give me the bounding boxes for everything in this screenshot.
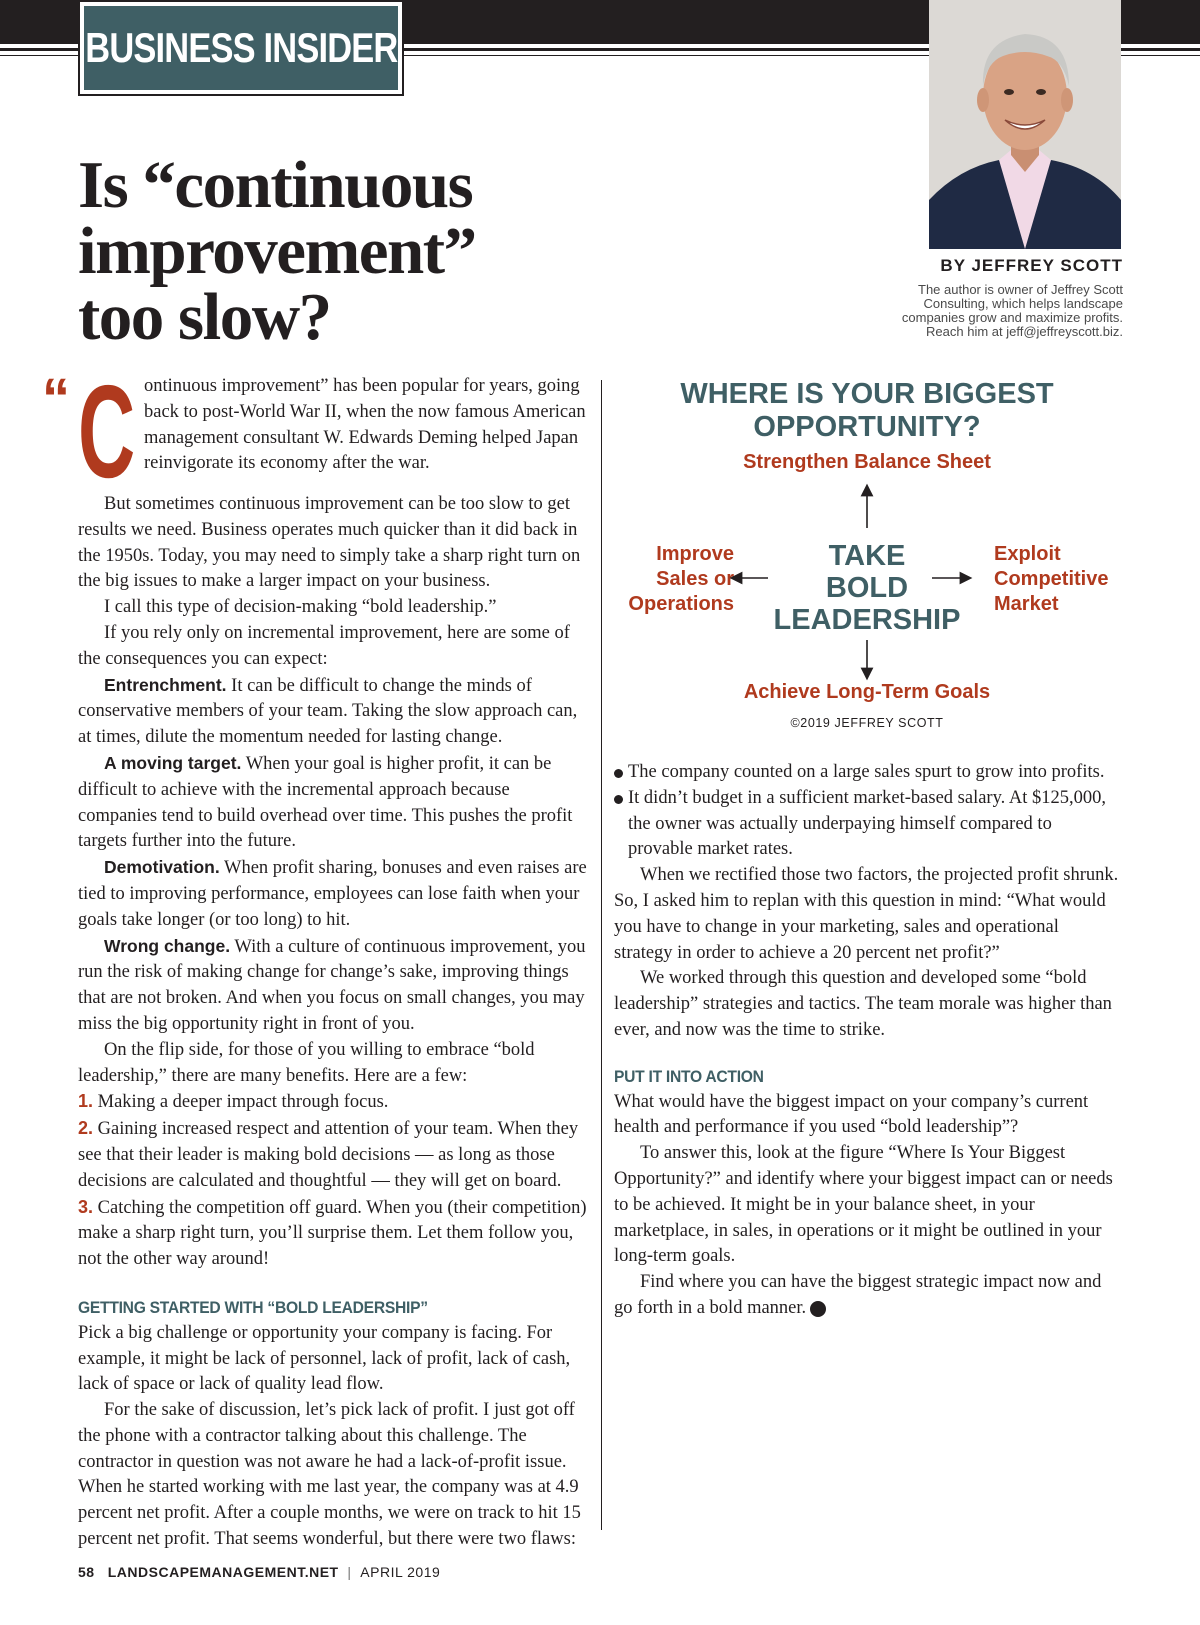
benefit-item <box>78 1116 588 1194</box>
author-byline: BY JEFFREY SCOTT <box>940 256 1123 275</box>
figure-label-line: Improve <box>656 543 734 565</box>
benefit-number: 2. <box>78 1118 94 1139</box>
figure-label-line: Sales or <box>656 568 734 590</box>
benefit-item <box>78 1089 588 1116</box>
figure-center-line: BOLD <box>825 572 909 604</box>
intro-text: ontinuous improvement” has been popular for years, going back to post-World War II, when the now famous American management consultant W. Edwards Deming helped Japan reinvigorate its economy after the war. <box>144 376 586 474</box>
consequence-label: Demotivation. <box>104 857 220 878</box>
flaw-item <box>614 786 1120 863</box>
benefit-item <box>78 1195 588 1273</box>
consequence-text: When profit sharing, bonuses and even raises are tied to improving performance, employees can lose faith when your goals take longer (or too long) to hit. <box>78 858 587 930</box>
paragraph: For the sake of discussion, let’s pick lack of profit. I just got off the phone with a contractor talking about this challenge. The contractor in question was not aware he had a lack-of-profit issue. When he started working with me last year, the company was at 4.9 percent net profit. After a couple months, we were on track to hit 15 percent net profit. That seems wonderful, but there were two flaws: <box>78 1400 581 1550</box>
consequence-demotivation <box>78 855 588 933</box>
figure-label-top: Strengthen Balance Sheet <box>743 451 991 473</box>
page-number: 58 <box>78 1564 95 1580</box>
author-photo <box>929 0 1121 249</box>
figure-center-line: TAKE <box>828 540 906 572</box>
consequence-text: It can be difficult to change the minds of conservative members of your team. Taking the slow approach can, at times, dilute the momentum needed for lasting change. <box>78 675 578 748</box>
author-bio-line: The author is owner of Jeffrey Scott <box>918 282 1123 297</box>
consequence-text: With a culture of continuous improvement, you run the risk of making change for change’s sake, improving things that are not broken. And when you focus on small changes, you may miss the big opportunity right in front of you. <box>78 936 586 1034</box>
author-bio-line: Consulting, which helps landscape <box>923 296 1123 311</box>
author-portrait <box>929 0 1121 249</box>
author-bio-line: Reach him at jeff@jeffreyscott.biz. <box>926 324 1123 339</box>
subhead-getting-started: GETTING STARTED WITH “BOLD LEADERSHIP” <box>78 1297 428 1317</box>
consequence-wrong-change <box>78 934 588 1038</box>
figure-label-line: Operations <box>628 593 734 615</box>
subhead-put-into-action: PUT IT INTO ACTION <box>614 1066 764 1086</box>
article-right-column <box>614 760 1120 1322</box>
consequence-label: Entrenchment. <box>104 674 227 695</box>
article-headline <box>78 148 598 354</box>
figure-label-bottom: Achieve Long-Term Goals <box>743 681 991 703</box>
benefit-number: 3. <box>78 1196 94 1217</box>
drop-cap <box>42 358 140 505</box>
paragraph: Pick a big challenge or opportunity your company is facing. For example, it might be lack of personnel, lack of profit, lack of cash, lack of space or lack of quality lead flow. <box>78 1322 571 1395</box>
flaw-item <box>614 760 1120 786</box>
article-left-column <box>42 358 588 1553</box>
flaw-text: It didn’t budget in a sufficient market-based salary. At $125,000, the owner was actually underpaying himself compared to provable market rates. <box>628 787 1106 860</box>
paragraph: What would have the biggest impact on your company’s current health and performance if you used “bold leadership”? <box>614 1091 1089 1138</box>
consequence-moving-target <box>78 751 588 855</box>
headline-line: Is “continuous <box>78 148 473 222</box>
figure-label-line: Market <box>994 593 1059 615</box>
paragraph: If you rely only on incremental improvement, here are some of the consequences you can expect: <box>78 622 570 669</box>
figure-label-line: Exploit <box>994 543 1061 565</box>
paragraph: When we rectified those two factors, the projected profit shrunk. So, I asked him to replan with this question in mind: “What would you have to change in your marketing, sales and operational strategy in order to achieve a 20 percent net profit?” <box>614 865 1119 963</box>
author-bio-line: companies grow and maximize profits. <box>901 310 1123 325</box>
benefit-text: Gaining increased respect and attention of your team. When they see that their leader is making bold decisions — as long as those decisions are calculated and thoughtful — they will get on board. <box>78 1119 579 1191</box>
paragraph: But sometimes continuous improvement can be too slow to get results we need. Business operates much quicker than it did back in the 1950s. Today, you may need to simply take a sharp right turn on the big issues to make a larger impact on your business. <box>78 494 581 592</box>
page-footer <box>78 1564 440 1580</box>
opportunity-figure <box>614 378 1120 738</box>
footer-issue: APRIL 2019 <box>360 1564 441 1580</box>
column-divider <box>601 380 602 1530</box>
section-logo-text: BUSINESS INSIDER <box>84 24 398 71</box>
benefit-text: Catching the competition off guard. When you (their competition) make a sharp right turn, you’ll surprise them. Let them follow you, not the other way around! <box>78 1197 587 1270</box>
footer-separator: | <box>347 1564 352 1580</box>
paragraph: On the flip side, for those of you willing to embrace “bold leadership,” there are many benefits. Here are a few: <box>78 1039 535 1086</box>
intro-paragraph <box>42 358 588 505</box>
benefit-text: Making a deeper impact through focus. <box>93 1092 389 1113</box>
figure-label-line: Competitive <box>994 568 1109 590</box>
consequence-text: When your goal is higher profit, it can be difficult to achieve with the incremental approach because companies tend to build overhead over time. This pushes the profit targets further into the future. <box>78 753 573 852</box>
consequence-label: Wrong change. <box>104 935 231 956</box>
closing-paragraph <box>614 1270 1120 1322</box>
headline-line: too slow? <box>78 280 331 354</box>
flaw-text: The company counted on a large sales spurt to grow into profits. <box>628 762 1105 782</box>
section-logo <box>78 0 404 96</box>
end-mark-icon: LM <box>810 1301 826 1317</box>
figure-copyright: ©2019 JEFFREY SCOTT <box>790 716 944 730</box>
figure-title-line: WHERE IS YOUR BIGGEST <box>680 378 1054 410</box>
closing-text: Find where you can have the biggest strategic impact now and go forth in a bold manner. <box>614 1272 1102 1318</box>
consequence-label: A moving target. <box>104 752 242 773</box>
open-quote-icon: “ <box>42 366 70 429</box>
paragraph: We worked through this question and developed some “bold leadership” strategies and tactics. The team morale was higher than ever, and now was the time to strike. <box>614 968 1112 1040</box>
headline-line: improvement” <box>78 214 476 288</box>
benefit-number: 1. <box>78 1091 94 1112</box>
consequence-entrenchment <box>78 673 588 751</box>
paragraph: I call this type of decision-making “bold leadership.” <box>104 597 497 618</box>
footer-site: LANDSCAPEMANAGEMENT.NET <box>107 1564 339 1580</box>
figure-center-line: LEADERSHIP <box>773 604 961 636</box>
drop-cap-letter: C <box>78 358 136 505</box>
figure-title-line: OPPORTUNITY? <box>753 411 981 443</box>
paragraph: To answer this, look at the figure “Where Is Your Biggest Opportunity?” and identify where your biggest impact can or needs to be achieved. It might be in your balance sheet, in your marketplace, in sales, in operations or it might be outlined in your long-term goals. <box>614 1143 1113 1267</box>
author-bio <box>823 283 1123 339</box>
